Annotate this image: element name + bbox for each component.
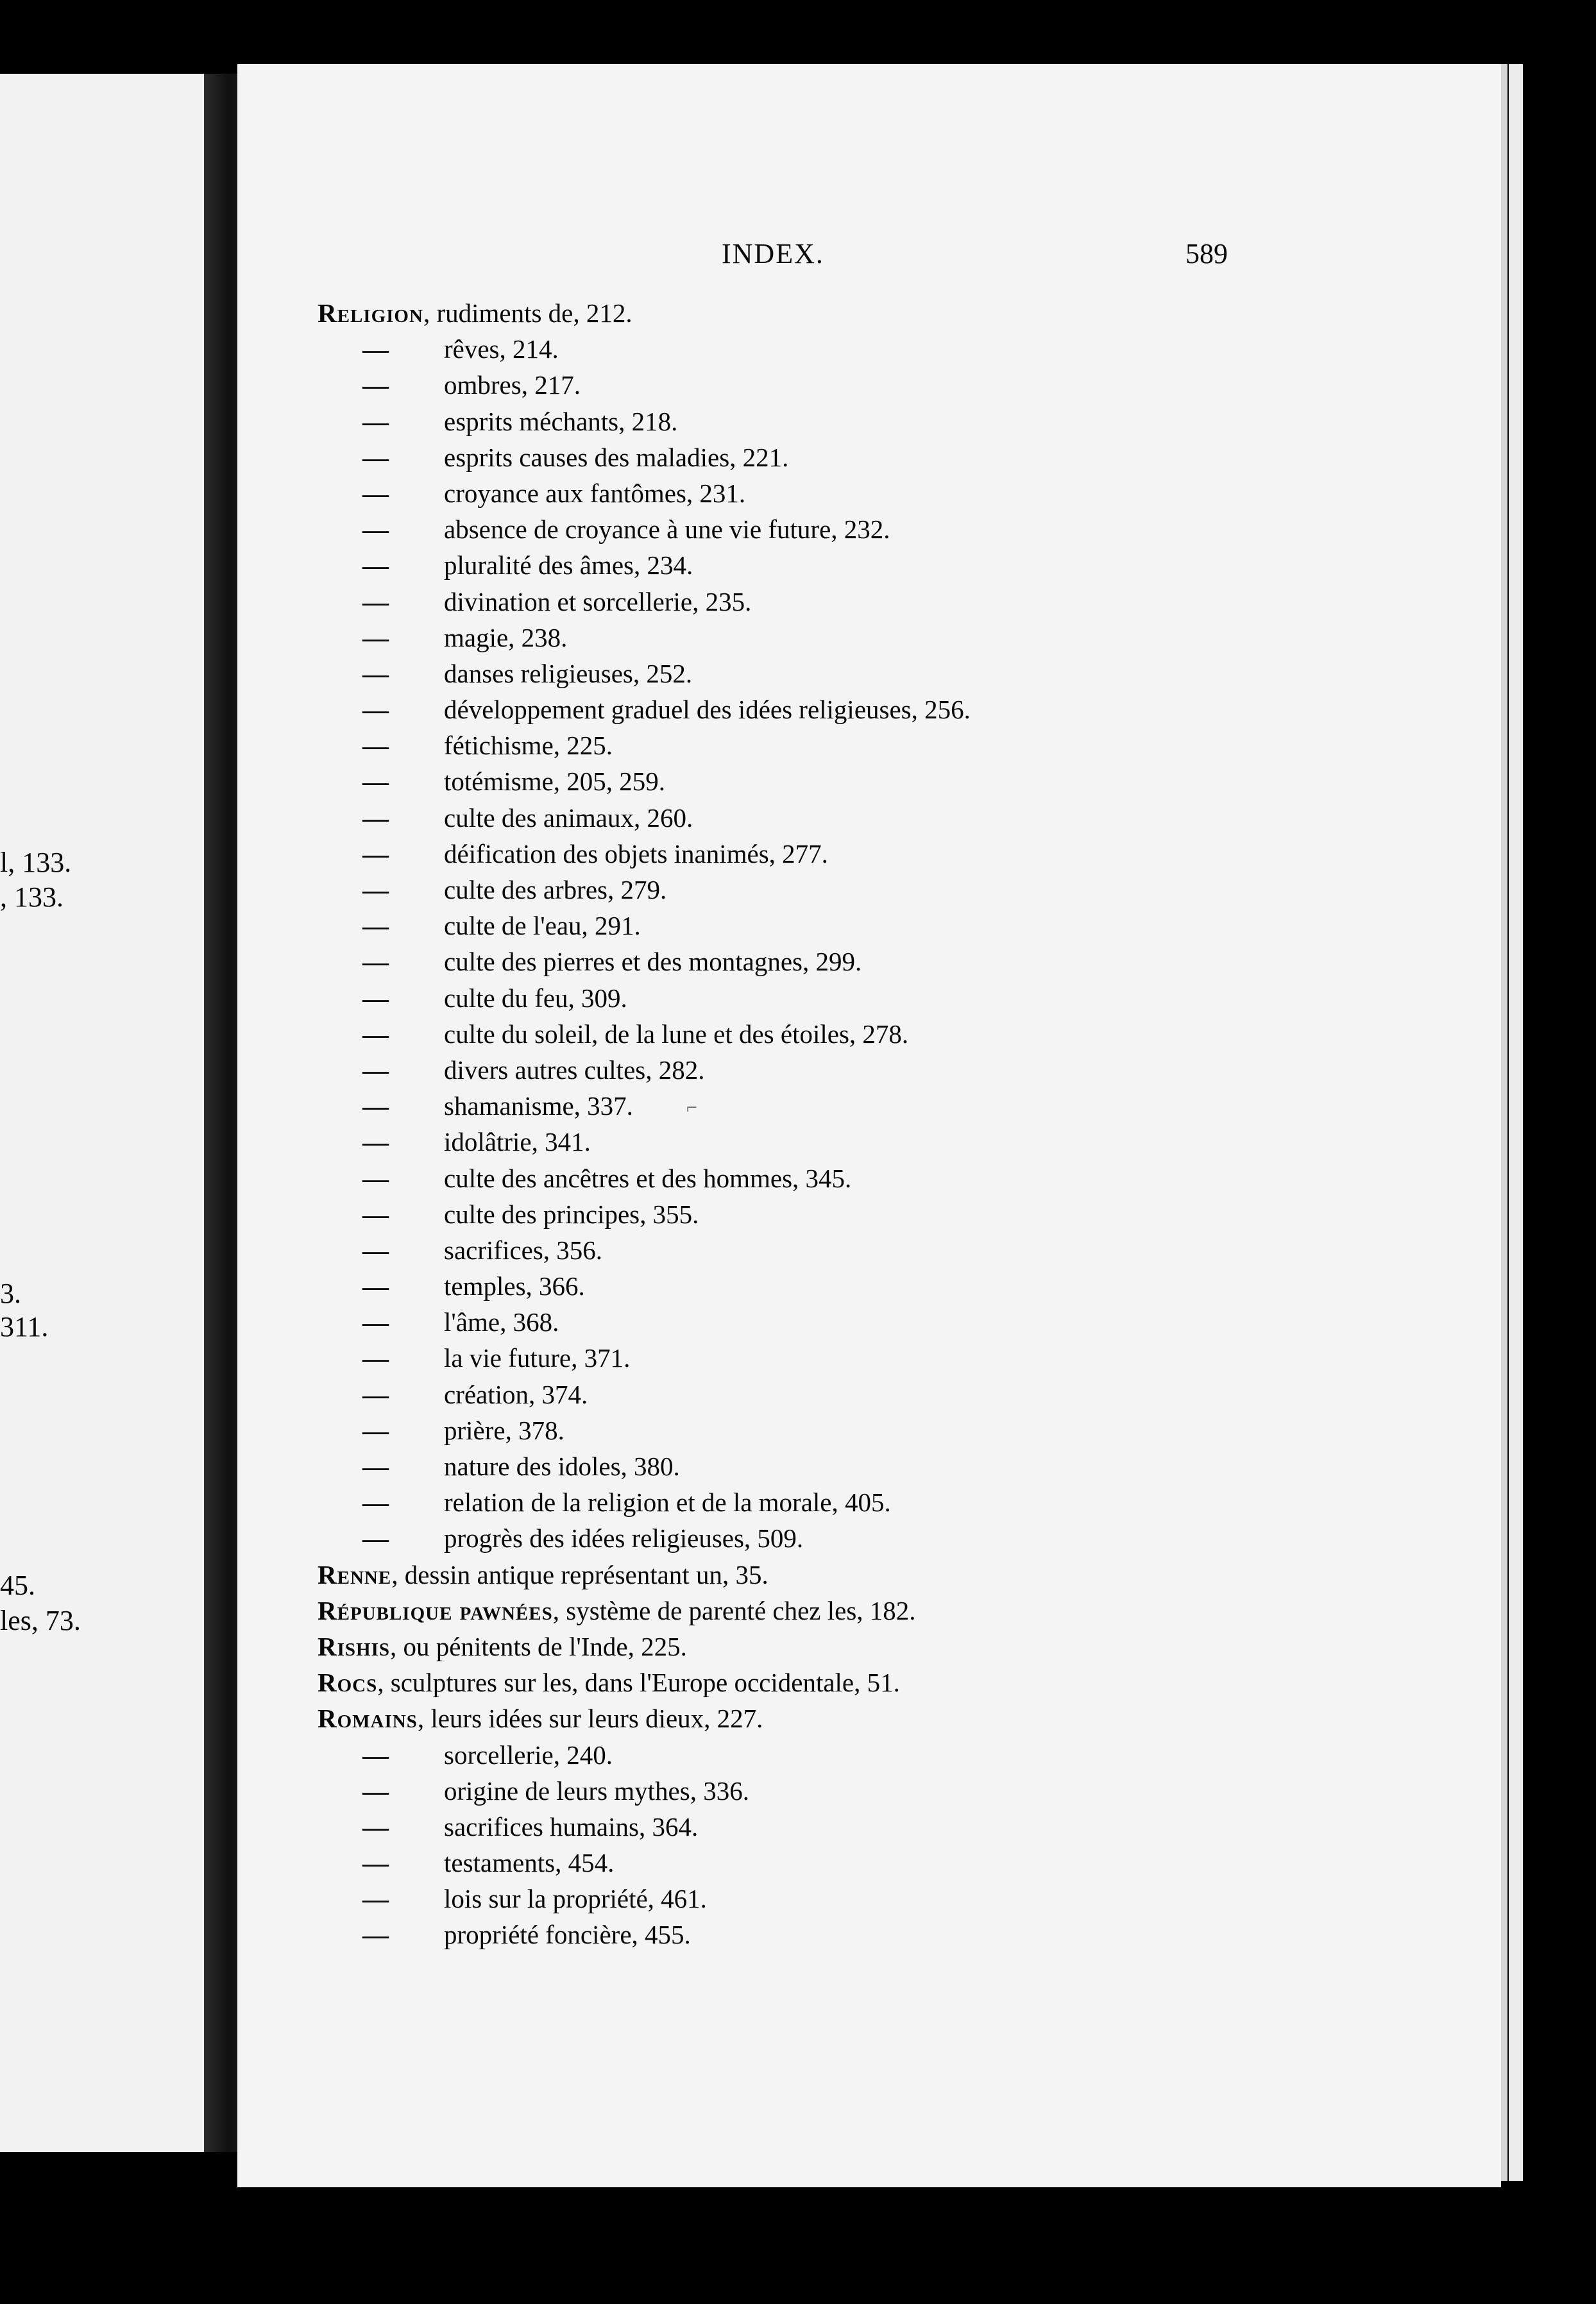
entry-references: , dessin antique représentant un, 35. xyxy=(391,1559,768,1589)
ditto-dash: — xyxy=(362,1740,389,1770)
subentry-text: relation de la religion et de la morale, 405. xyxy=(444,1487,891,1518)
index-subentry xyxy=(318,584,1472,620)
ditto-dash: — xyxy=(362,442,389,472)
subentry-text: testaments, 454. xyxy=(444,1848,615,1878)
entry-text xyxy=(318,295,632,331)
ditto-dash: — xyxy=(362,1452,389,1481)
ditto-dash: — xyxy=(362,1019,389,1049)
index-subentry xyxy=(318,1016,1472,1052)
entry-text xyxy=(318,1664,900,1700)
subentry-text: temples, 366. xyxy=(444,1271,585,1301)
ditto-dash: — xyxy=(362,802,389,833)
subentry-text: ombres, 217. xyxy=(444,370,581,400)
ditto-dash: — xyxy=(362,838,389,868)
index-entry xyxy=(318,295,1472,331)
ditto-dash: — xyxy=(362,1163,389,1193)
index-subentry xyxy=(318,800,1472,836)
ditto-dash: — xyxy=(362,695,389,725)
index-subentry xyxy=(318,1196,1472,1232)
subentry-text: culte de l'eau, 291. xyxy=(444,911,641,941)
ditto-dash: — xyxy=(362,1811,389,1842)
ditto-dash: — xyxy=(362,1271,389,1301)
index-subentry xyxy=(318,620,1472,656)
index-subentry xyxy=(318,980,1472,1016)
ditto-dash: — xyxy=(362,947,389,977)
facing-page-fragment: l, 133. xyxy=(0,847,72,878)
facing-page-fragment: 311. xyxy=(0,1311,49,1343)
subentry-text: divination et sorcellerie, 235. xyxy=(444,586,752,616)
entry-text xyxy=(318,1593,916,1629)
entry-references: , ou pénitents de l'Inde, 225. xyxy=(390,1631,687,1661)
subentry-text: lois sur la propriété, 461. xyxy=(444,1884,707,1914)
index-subentry xyxy=(318,1304,1472,1340)
subentry-text: sacrifices, 356. xyxy=(444,1235,603,1265)
subentry-text: fétichisme, 225. xyxy=(444,731,613,761)
subentry-text: rêves, 214. xyxy=(444,334,559,364)
headword: Rocs xyxy=(318,1668,378,1698)
entry-references: , leurs idées sur leurs dieux, 227. xyxy=(417,1704,763,1734)
headword: Religion xyxy=(318,298,423,328)
ditto-dash: — xyxy=(362,1379,389,1409)
subentry-text: culte des pierres et des montagnes, 299. xyxy=(444,947,862,977)
ditto-dash: — xyxy=(362,370,389,400)
ditto-dash: — xyxy=(362,1523,389,1554)
index-subentry xyxy=(318,1881,1472,1917)
pencil-mark: ⌐ xyxy=(686,1097,697,1118)
ditto-dash: — xyxy=(362,1055,389,1085)
index-subentry xyxy=(318,1124,1472,1160)
index-entry xyxy=(318,1664,1472,1700)
subentry-text: sorcellerie, 240. xyxy=(444,1740,613,1770)
index-subentry xyxy=(318,836,1472,872)
index-subentry xyxy=(318,1088,1472,1124)
subentry-text: culte des arbres, 279. xyxy=(444,875,667,904)
index-subentry xyxy=(318,403,1472,439)
subentry-text: shamanisme, 337. xyxy=(444,1091,633,1121)
subentry-text: développement graduel des idées religieuses, 256. xyxy=(444,695,971,725)
index-subentry xyxy=(318,691,1472,727)
entry-references: , système de parenté chez les, 182. xyxy=(552,1595,916,1625)
subentry-text: la vie future, 371. xyxy=(444,1343,631,1373)
ditto-dash: — xyxy=(362,334,389,364)
ditto-dash: — xyxy=(362,550,389,580)
ditto-dash: — xyxy=(362,1884,389,1914)
subentry-text: culte du soleil, de la lune et des étoiles, 278. xyxy=(444,1019,909,1049)
index-subentry xyxy=(318,1412,1472,1448)
index-subentry xyxy=(318,763,1472,799)
ditto-dash: — xyxy=(362,1127,389,1157)
subentry-text: magie, 238. xyxy=(444,622,568,652)
subentry-text: prière, 378. xyxy=(444,1415,565,1445)
facing-page-fragment: , 133. xyxy=(0,881,64,913)
headword: Romains xyxy=(318,1704,418,1734)
facing-page-fragment: 45. xyxy=(0,1570,35,1601)
index-subentry xyxy=(318,656,1472,691)
subentry-text: déification des objets inanimés, 277. xyxy=(444,838,828,868)
subentry-text: divers autres cultes, 282. xyxy=(444,1055,705,1085)
ditto-dash: — xyxy=(362,983,389,1013)
ditto-dash: — xyxy=(362,622,389,652)
index-entry xyxy=(318,1700,1472,1736)
index-subentry xyxy=(318,1845,1472,1881)
ditto-dash: — xyxy=(362,1848,389,1878)
index-subentry xyxy=(318,1520,1472,1556)
index-subentry xyxy=(318,1484,1472,1520)
ditto-dash: — xyxy=(362,1920,389,1950)
subentry-text: croyance aux fantômes, 231. xyxy=(444,478,746,508)
index-subentry xyxy=(318,1232,1472,1268)
page-number: 589 xyxy=(1185,238,1228,269)
ditto-dash: — xyxy=(362,911,389,941)
subentry-text: idolâtrie, 341. xyxy=(444,1127,591,1157)
ditto-dash: — xyxy=(362,586,389,616)
running-title: INDEX. xyxy=(722,238,824,269)
entry-references: , sculptures sur les, dans l'Europe occidentale, 51. xyxy=(377,1668,900,1698)
index-subentry xyxy=(318,475,1472,511)
subentry-text: progrès des idées religieuses, 509. xyxy=(444,1523,804,1554)
index-subentry xyxy=(318,1917,1472,1952)
index-subentry xyxy=(318,1376,1472,1412)
index-subentry xyxy=(318,1268,1472,1304)
ditto-dash: — xyxy=(362,478,389,508)
index-subentry xyxy=(318,1340,1472,1376)
index-subentry xyxy=(318,511,1472,547)
index-subentry xyxy=(318,1448,1472,1484)
subentry-text: absence de croyance à une vie future, 232. xyxy=(444,514,890,545)
entry-text xyxy=(318,1557,768,1593)
ditto-dash: — xyxy=(362,1343,389,1373)
page-edges xyxy=(1501,64,1507,2181)
index-subentry xyxy=(318,872,1472,908)
subentry-text: culte des principes, 355. xyxy=(444,1199,699,1229)
facing-page-fragment: 3. xyxy=(0,1278,21,1309)
index-subentry xyxy=(318,908,1472,944)
ditto-dash: — xyxy=(362,514,389,545)
subentry-text: sacrifices humains, 364. xyxy=(444,1811,699,1842)
subentry-text: culte des animaux, 260. xyxy=(444,802,693,833)
index-subentry xyxy=(318,1737,1472,1773)
index-subentry xyxy=(318,547,1472,583)
facing-page-fragment: les, 73. xyxy=(0,1605,81,1636)
index-page xyxy=(237,64,1501,2187)
ditto-dash: — xyxy=(362,406,389,436)
index-entry xyxy=(318,1629,1472,1664)
ditto-dash: — xyxy=(362,1487,389,1518)
subentry-text: totémisme, 205, 259. xyxy=(444,767,666,797)
subentry-text: l'âme, 368. xyxy=(444,1307,559,1337)
subentry-text: danses religieuses, 252. xyxy=(444,658,693,688)
index-entry xyxy=(318,1593,1472,1629)
headword: Rishis xyxy=(318,1631,390,1661)
ditto-dash: — xyxy=(362,767,389,797)
ditto-dash: — xyxy=(362,875,389,904)
entry-text xyxy=(318,1700,763,1736)
subentry-text: propriété foncière, 455. xyxy=(444,1920,691,1950)
ditto-dash: — xyxy=(362,658,389,688)
headword: Renne xyxy=(318,1559,392,1589)
index-subentry xyxy=(318,331,1472,367)
subentry-text: esprits méchants, 218. xyxy=(444,406,678,436)
headword: République pawnées xyxy=(318,1595,553,1625)
page-edges xyxy=(1509,64,1523,2181)
ditto-dash: — xyxy=(362,1775,389,1806)
entry-text xyxy=(318,1629,687,1664)
entry-references: , rudiments de, 212. xyxy=(423,298,632,328)
index-entries xyxy=(318,295,1472,1953)
subentry-text: culte du feu, 309. xyxy=(444,983,627,1013)
subentry-text: création, 374. xyxy=(444,1379,588,1409)
ditto-dash: — xyxy=(362,1415,389,1445)
index-subentry xyxy=(318,727,1472,763)
subentry-text: origine de leurs mythes, 336. xyxy=(444,1775,749,1806)
ditto-dash: — xyxy=(362,1091,389,1121)
index-subentry xyxy=(318,1160,1472,1196)
subentry-text: esprits causes des maladies, 221. xyxy=(444,442,789,472)
index-subentry xyxy=(318,439,1472,475)
subentry-text: pluralité des âmes, 234. xyxy=(444,550,693,580)
page-header xyxy=(237,237,1501,276)
index-subentry xyxy=(318,1773,1472,1809)
index-subentry xyxy=(318,1052,1472,1088)
ditto-dash: — xyxy=(362,1235,389,1265)
index-entry xyxy=(318,1557,1472,1593)
ditto-dash: — xyxy=(362,1307,389,1337)
ditto-dash: — xyxy=(362,731,389,761)
subentry-text: culte des ancêtres et des hommes, 345. xyxy=(444,1163,852,1193)
index-subentry xyxy=(318,367,1472,403)
subentry-text: nature des idoles, 380. xyxy=(444,1452,680,1481)
ditto-dash: — xyxy=(362,1199,389,1229)
index-subentry xyxy=(318,1809,1472,1845)
index-subentry xyxy=(318,944,1472,979)
